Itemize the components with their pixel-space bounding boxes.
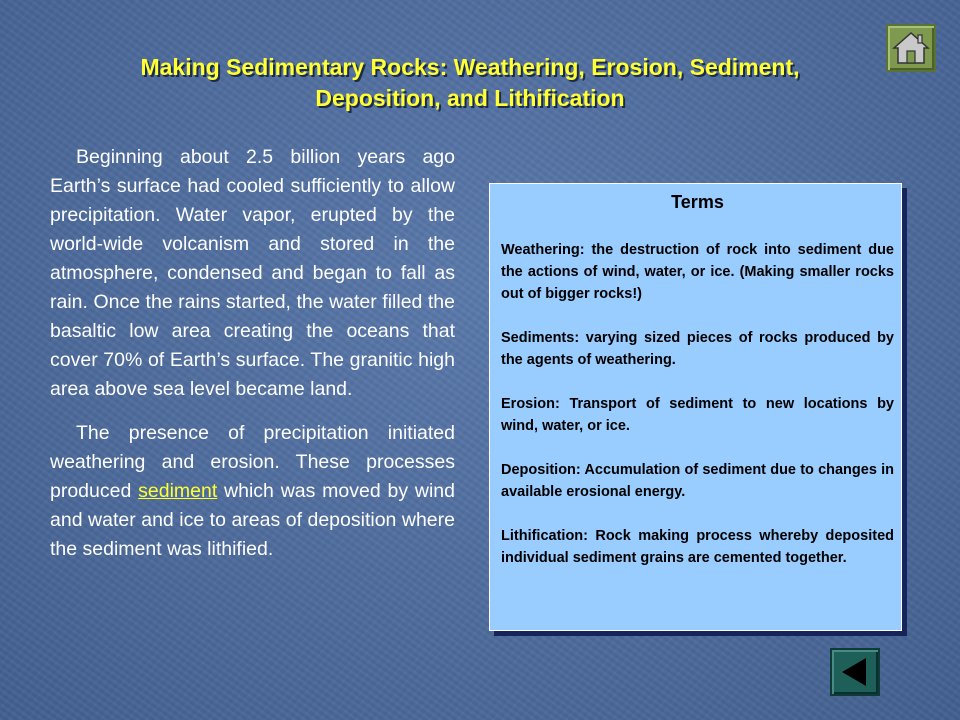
sediment-link[interactable]: sediment: [138, 480, 218, 502]
slide-title-line-2: Deposition, and Lithification: [315, 85, 625, 111]
term-erosion: Erosion: Transport of sediment to new locations by wind, water, or ice.: [501, 396, 894, 434]
paragraph-2: [50, 419, 455, 564]
body-text: [50, 143, 455, 579]
term-sediments: Sediments: varying sized pieces of rocks produced by the agents of weathering.: [501, 330, 894, 368]
paragraph-1: Beginning about 2.5 billion years ago Earth’s surface had cooled sufficiently to allow precipitation. Water vapor, erupted by the world-wide volcanism and stored in the atmosphere, condensed and began to fall as rain. Once the rains started, the water filled the basaltic low area creating the oceans that cover 70% of Earth’s surface. The granitic high area above sea level became land.: [50, 146, 455, 400]
term-deposition: Deposition: Accumulation of sediment due to changes in available erosional energy.: [501, 462, 894, 500]
back-arrow-icon: [836, 653, 874, 691]
back-button[interactable]: [830, 648, 880, 696]
term-weathering: Weathering: the destruction of rock into sediment due the actions of wind, water, or ice. (Making smaller rocks out of bigger rocks!): [501, 242, 894, 302]
home-button[interactable]: [886, 24, 936, 72]
slide-title-line-1: Making Sedimentary Rocks: Weathering, Erosion, Sediment,: [140, 54, 800, 80]
terms-box: [489, 183, 902, 631]
slide-title: [40, 52, 900, 114]
paragraph-2-start: The presence of precipitation initiated weathering and erosion. These processes produced: [50, 422, 455, 502]
paragraph-2-end: which was moved by wind and water and ice to areas of deposition where the sediment was lithified.: [50, 480, 455, 560]
term-lithification: Lithification: Rock making process whereby deposited individual sediment grains are cemented together.: [501, 528, 894, 566]
home-icon: [891, 29, 931, 67]
terms-heading: Terms: [671, 192, 724, 212]
